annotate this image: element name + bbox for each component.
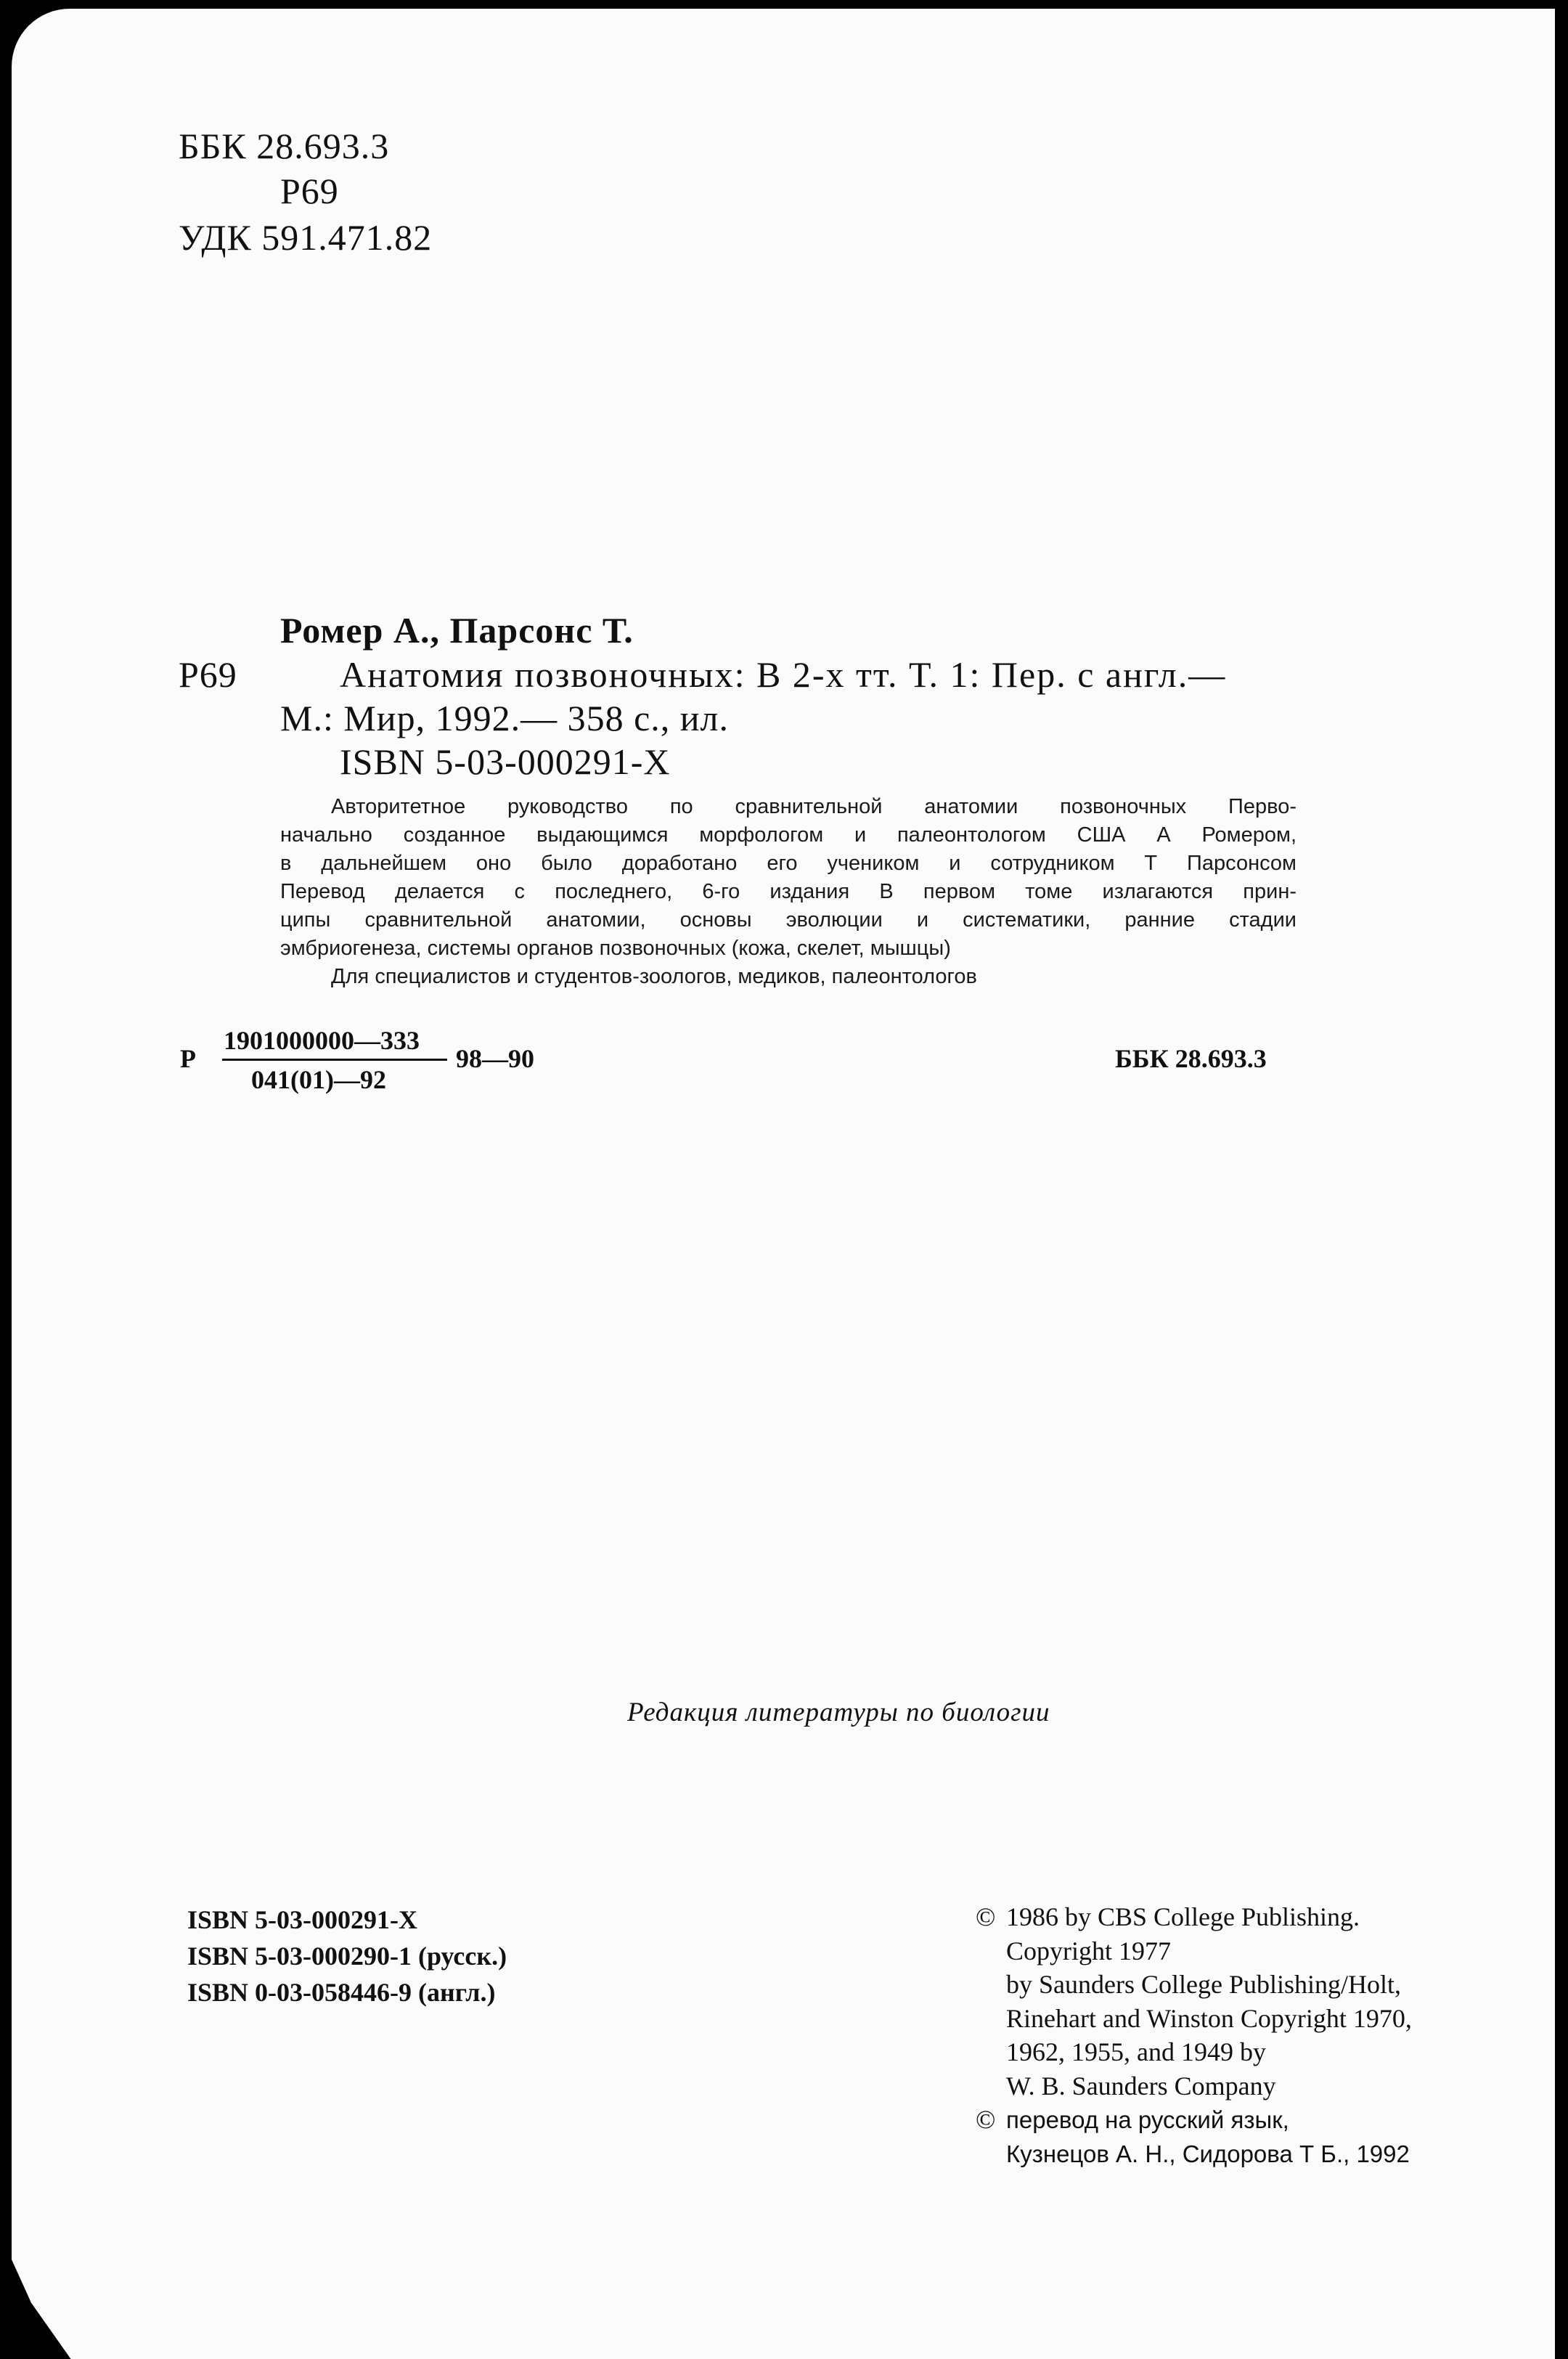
copyright-icon: ©	[976, 1902, 996, 1931]
isbn-item: ISBN 5-03-000290-1 (русск.)	[187, 1942, 507, 1971]
annotation-line: начально созданное выдающимся морфологом и палеонтологом США А Ромером,	[280, 823, 1297, 847]
copyright-line: by Saunders College Publishing/Holt,	[1006, 1970, 1401, 1999]
bbk-classification: ББК 28.693.3	[179, 126, 390, 166]
annotation-audience: Для специалистов и студентов-зоологов, медиков, палеонтологов	[331, 965, 977, 988]
annotation-line: Авторитетное руководство по сравнительной анатомии позвоночных Перво-	[331, 795, 1297, 818]
index-numerator: 1901000000—333	[224, 1026, 420, 1055]
index-suffix: 98—90	[456, 1044, 534, 1073]
index-letter: Р	[180, 1044, 196, 1073]
book-title: Анатомия позвоночных: В 2-х тт. Т. 1: Пер. с англ.—	[340, 654, 1227, 695]
copyright-line: W. B. Saunders Company	[1006, 2071, 1276, 2101]
annotation-line: в дальнейшем оно было доработано его учеником и сотрудником Т Парсонсом	[280, 852, 1297, 875]
scan-edge	[12, 2260, 77, 2359]
annotation-line: Перевод делается с последнего, 6-го издания В первом томе излагаются прин-	[280, 880, 1297, 903]
author-mark-left: Р69	[179, 654, 237, 695]
imprint: М.: Мир, 1992.— 358 с., ил.	[280, 698, 729, 738]
isbn-main: ISBN 5-03-000291-X	[340, 741, 671, 782]
copyright-line: 1962, 1955, and 1949 by	[1006, 2037, 1266, 2066]
annotation-line: ципы сравнительной анатомии, основы эволюции и систематики, ранние стадии	[280, 908, 1297, 932]
copyright-icon: ©	[976, 2105, 996, 2134]
copyright-line: Rinehart and Winston Copyright 1970,	[1006, 2003, 1412, 2033]
authors-heading: Ромер А., Парсонс Т.	[280, 610, 634, 651]
translation-copyright: перевод на русский язык,	[1006, 2106, 1289, 2133]
annotation-line: эмбриогенеза, системы органов позвоночных (кожа, скелет, мышцы)	[280, 937, 951, 960]
isbn-item: ISBN 5-03-000291-X	[187, 1905, 418, 1934]
isbn-list	[187, 1902, 507, 2010]
udk-classification: УДК 591.471.82	[179, 217, 433, 258]
translation-copyright: Кузнецов А. Н., Сидорова Т Б., 1992	[1006, 2140, 1410, 2167]
isbn-item: ISBN 0-03-058446-9 (англ.)	[187, 1978, 496, 2007]
fraction-bar	[222, 1059, 447, 1061]
copyright-line: Copyright 1977	[1006, 1936, 1172, 1965]
copyright-block	[976, 1900, 1412, 2171]
book-page	[12, 9, 1555, 2359]
index-denominator: 041(01)—92	[251, 1065, 386, 1094]
editorial-office: Редакция литературы по биологии	[627, 1698, 1050, 1727]
author-mark: Р69	[280, 171, 339, 211]
copyright-line: 1986 by CBS College Publishing.	[1006, 1902, 1360, 1931]
annotation	[280, 793, 1297, 991]
bbk-bottom: ББК 28.693.3	[1115, 1044, 1267, 1073]
